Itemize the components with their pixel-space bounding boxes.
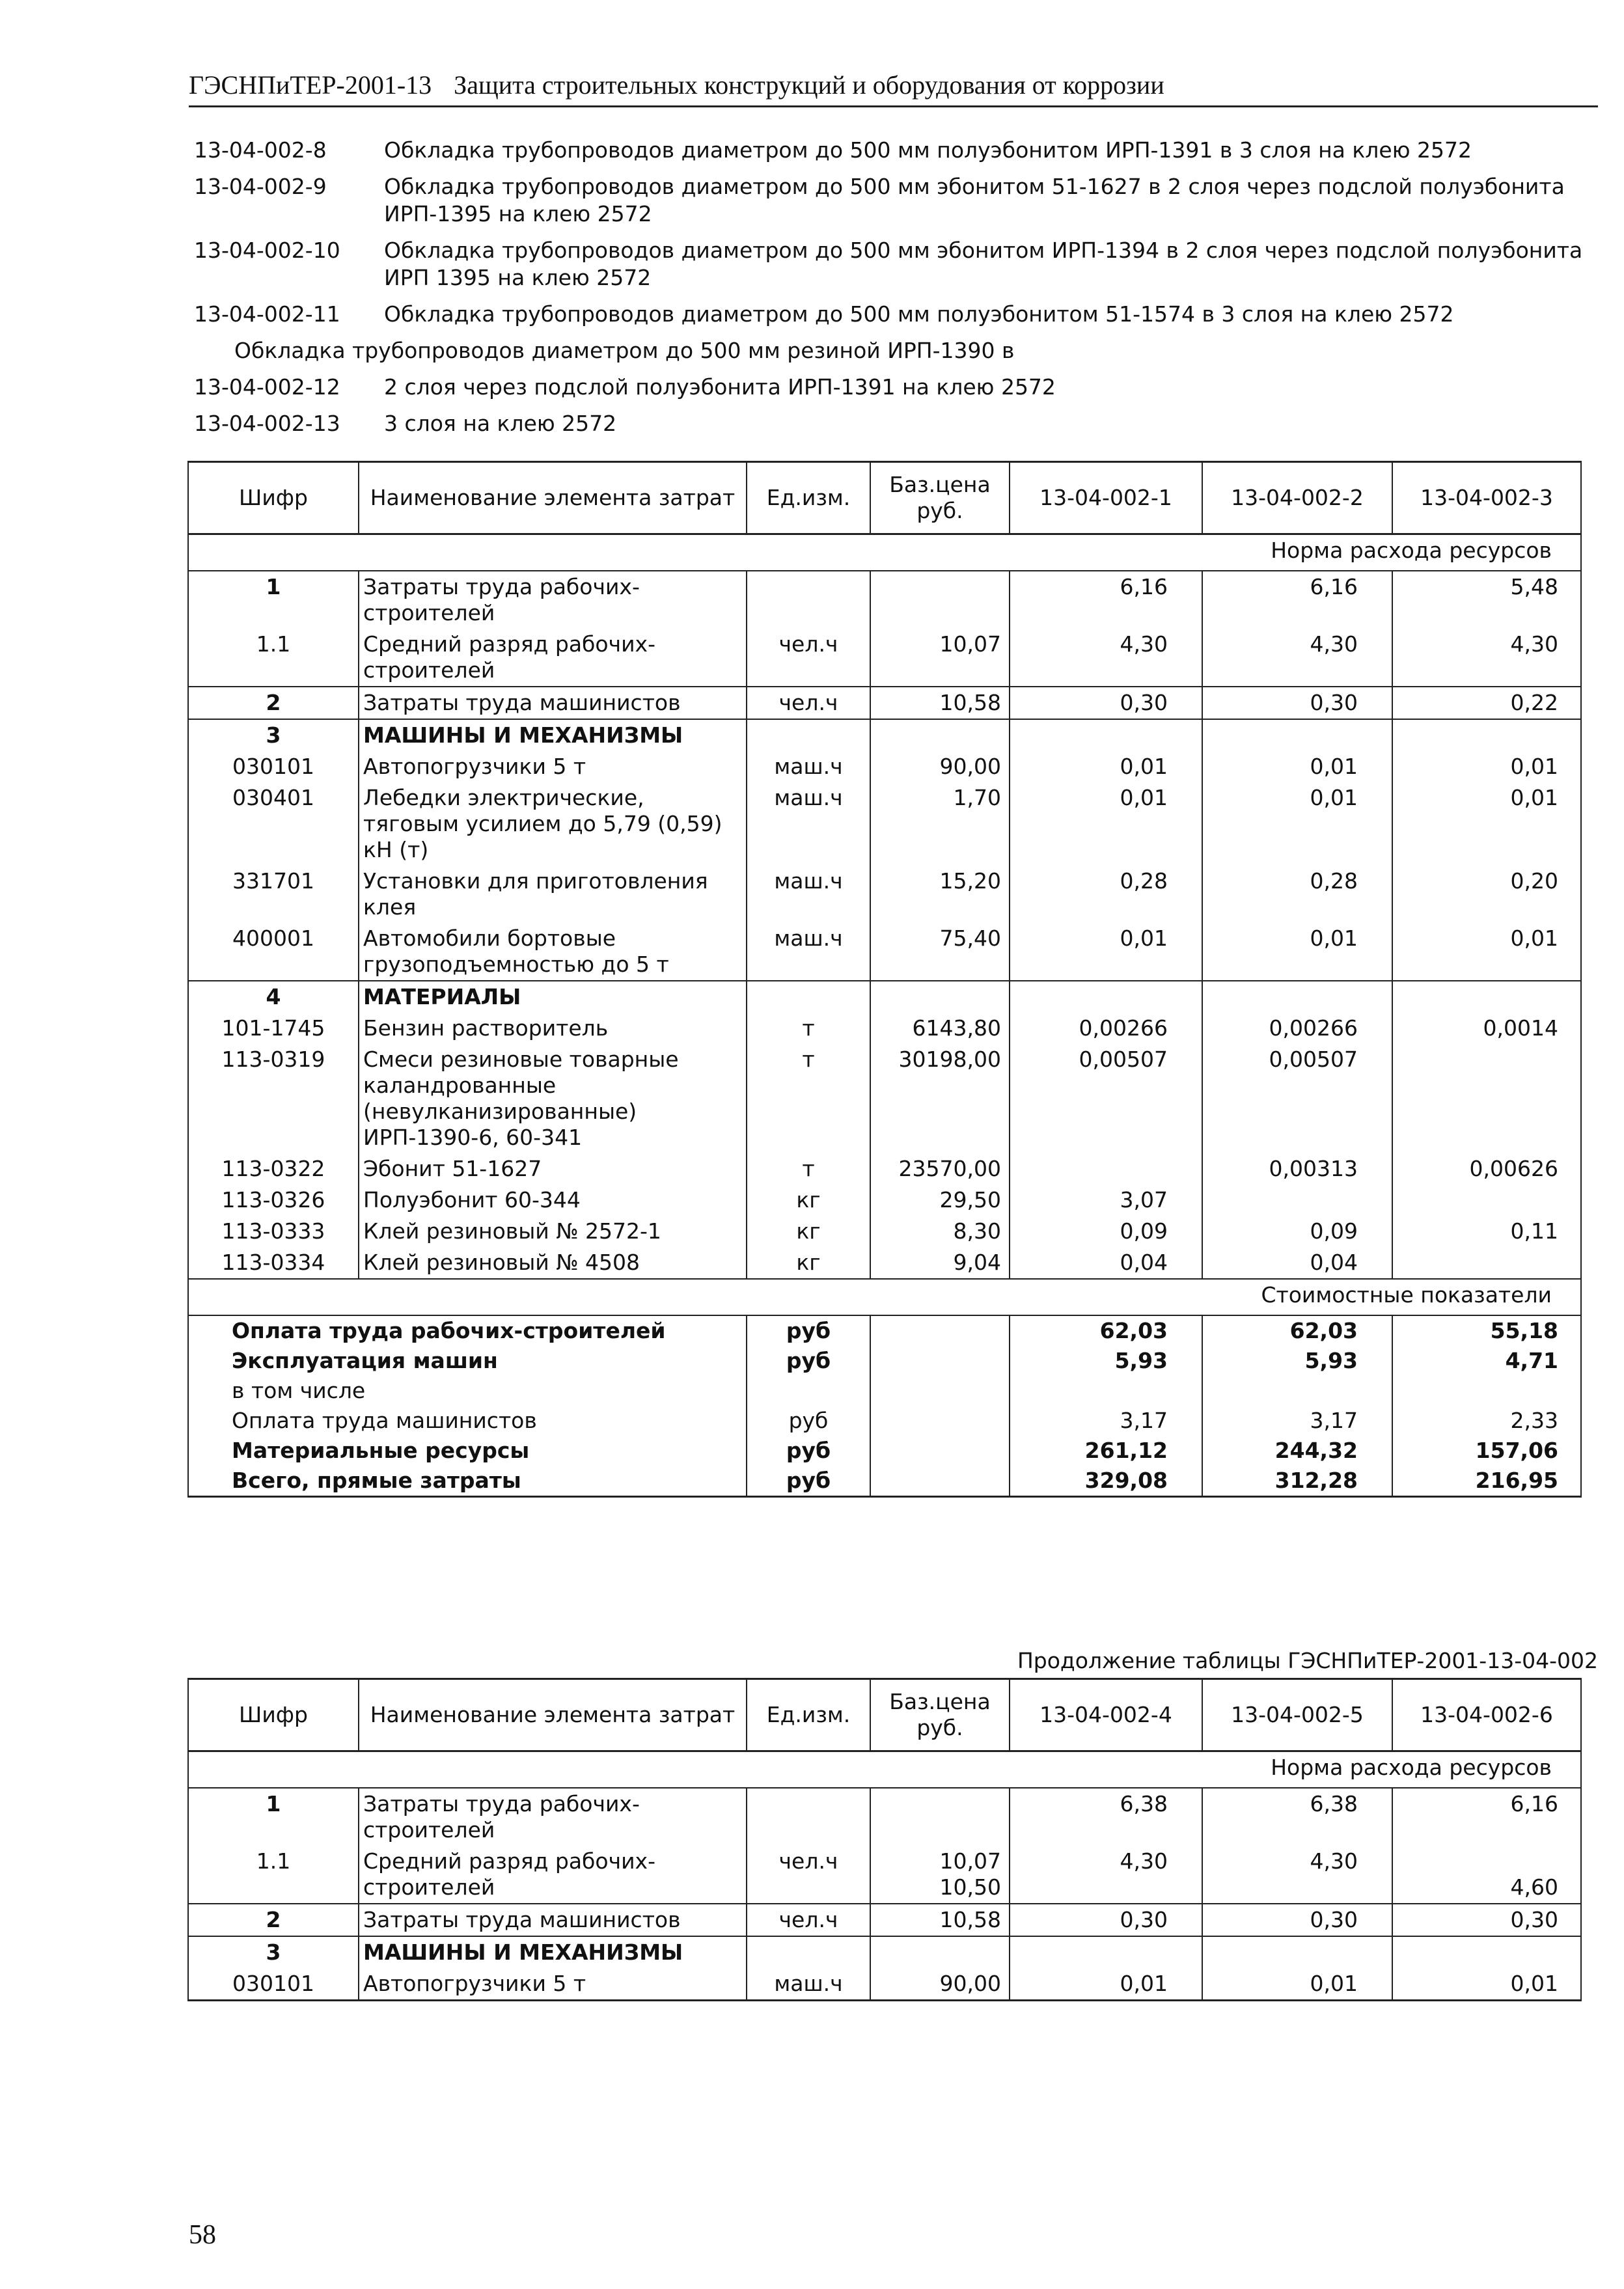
norm-item: 13-04-002-9 Обкладка трубопроводов диаметром до 500 мм эбонитом 51-1627 в 2 слоя через подслой полуэбонита ИРП-1395 на клею 2572 xyxy=(194,174,1565,226)
norm-item: 13-04-002-13 3 слоя на клею 2572 xyxy=(194,411,617,436)
table-row: 030401 Лебедки электрические, тяговым усилием до 5,79 (0,59) кН (т) маш.ч 1,70 0,01 0,01 0,01 xyxy=(188,782,1581,866)
table-row: 030101 Автопогрузчики 5 т маш.ч 90,00 0,01 0,01 0,01 xyxy=(188,751,1581,782)
norm-item: 13-04-002-10 Обкладка трубопроводов диаметром до 500 мм эбонитом ИРП-1394 в 2 слоя через подслой полуэбонита ИРП 1395 на клею 2572 xyxy=(194,238,1583,290)
table-row: 3 МАШИНЫ И МЕХАНИЗМЫ xyxy=(188,719,1581,751)
table-row: 101-1745 Бензин растворитель т 6143,80 0,00266 0,00266 0,0014 xyxy=(188,1013,1581,1044)
table-row: 400001 Автомобили бортовые грузоподъемностью до 5 т маш.ч 75,40 0,01 0,01 0,01 xyxy=(188,923,1581,981)
table-row: 3 МАШИНЫ И МЕХАНИЗМЫ xyxy=(188,1936,1581,1968)
norm-item: 13-04-002-11 Обкладка трубопроводов диаметром до 500 мм полуэбонитом 51-1574 в 3 слоя на клею 2572 xyxy=(194,301,1454,327)
norm-list xyxy=(194,137,1600,446)
cost-row: Материальные ресурсы руб 261,12 244,32 157,06 xyxy=(188,1436,1581,1466)
table-row: 113-0319 Смеси резиновые товарные каландрованные (невулканизированные) ИРП-1390-6, 60-341 т 30198,00 0,00507 0,00507 xyxy=(188,1044,1581,1153)
resource-table-2 xyxy=(187,1678,1582,2001)
table-row: 113-0333 Клей резиновый № 2572-1 кг 8,30 0,09 0,09 0,11 xyxy=(188,1216,1581,1247)
cost-row: Всего, прямые затраты руб 329,08 312,28 216,95 xyxy=(188,1466,1581,1497)
cost-row: в том числе xyxy=(188,1376,1581,1406)
table-row: 331701 Установки для приготовления клея маш.ч 15,20 0,28 0,28 0,20 xyxy=(188,866,1581,923)
cost-row: Эксплуатация машин руб 5,93 5,93 4,71 xyxy=(188,1346,1581,1376)
resource-table-1 xyxy=(187,461,1582,1498)
table-row: 030101 Автопогрузчики 5 т маш.ч 90,00 0,01 0,01 0,01 xyxy=(188,1968,1581,2001)
table-row: 1 Затраты труда рабочих-строителей 6,38 6,38 6,16 xyxy=(188,1788,1581,1846)
norm-group-title: Обкладка трубопроводов диаметром до 500 мм резиной ИРП-1390 в xyxy=(234,338,1015,363)
running-header xyxy=(189,65,1598,107)
table-row: 1.1 Средний разряд рабочих-строителей чел.ч 10,07 4,30 4,30 4,30 xyxy=(188,629,1581,687)
table-header-row: Шифр Наименование элемента затрат Ед.изм. Баз.цена руб. 13-04-002-1 13-04-002-2 13-04-002-3 xyxy=(188,462,1581,534)
norm-item: 13-04-002-8 Обкладка трубопроводов диаметром до 500 мм полуэбонитом ИРП-1391 в 3 слоя на клею 2572 xyxy=(194,137,1472,163)
table-row: 113-0334 Клей резиновый № 4508 кг 9,04 0,04 0,04 xyxy=(188,1247,1581,1279)
table-row: 113-0322 Эбонит 51-1627 т 23570,00 0,00313 0,00626 xyxy=(188,1153,1581,1185)
norm-item: 13-04-002-12 2 слоя через подслой полуэбонита ИРП-1391 на клею 2572 xyxy=(194,374,1056,400)
cost-row: Оплата труда рабочих-строителей руб 62,03 62,03 55,18 xyxy=(188,1315,1581,1346)
table-row: 1.1 Средний разряд рабочих-строителей чел.ч 10,07 10,50 4,30 4,30 4,60 xyxy=(188,1846,1581,1904)
table-header-row: Шифр Наименование элемента затрат Ед.изм. Баз.цена руб. 13-04-002-4 13-04-002-5 13-04-002-6 xyxy=(188,1679,1581,1751)
section-row: Стоимостные показатели xyxy=(188,1279,1581,1315)
table-row: 113-0326 Полуэбонит 60-344 кг 29,50 3,07 xyxy=(188,1185,1581,1216)
page-number: 58 xyxy=(189,2220,216,2250)
header-title: Защита строительных конструкций и оборудования от коррозии xyxy=(454,70,1164,100)
table-row: 2 Затраты труда машинистов чел.ч 10,58 0,30 0,30 0,30 xyxy=(188,1904,1581,1936)
section-row: Норма расхода ресурсов xyxy=(188,534,1581,571)
continuation-caption: Продолжение таблицы ГЭСНПиТЕР-2001-13-04-002 xyxy=(1017,1648,1598,1673)
table-row: 2 Затраты труда машинистов чел.ч 10,58 0,30 0,30 0,22 xyxy=(188,687,1581,719)
header-code: ГЭСНПиТЕР-2001-13 xyxy=(189,70,432,100)
table-row: 4 МАТЕРИАЛЫ xyxy=(188,981,1581,1013)
cost-row: Оплата труда машинистов руб 3,17 3,17 2,33 xyxy=(188,1406,1581,1436)
section-row: Норма расхода ресурсов xyxy=(188,1751,1581,1789)
table-row: 1 Затраты труда рабочих-строителей 6,16 6,16 5,48 xyxy=(188,571,1581,629)
